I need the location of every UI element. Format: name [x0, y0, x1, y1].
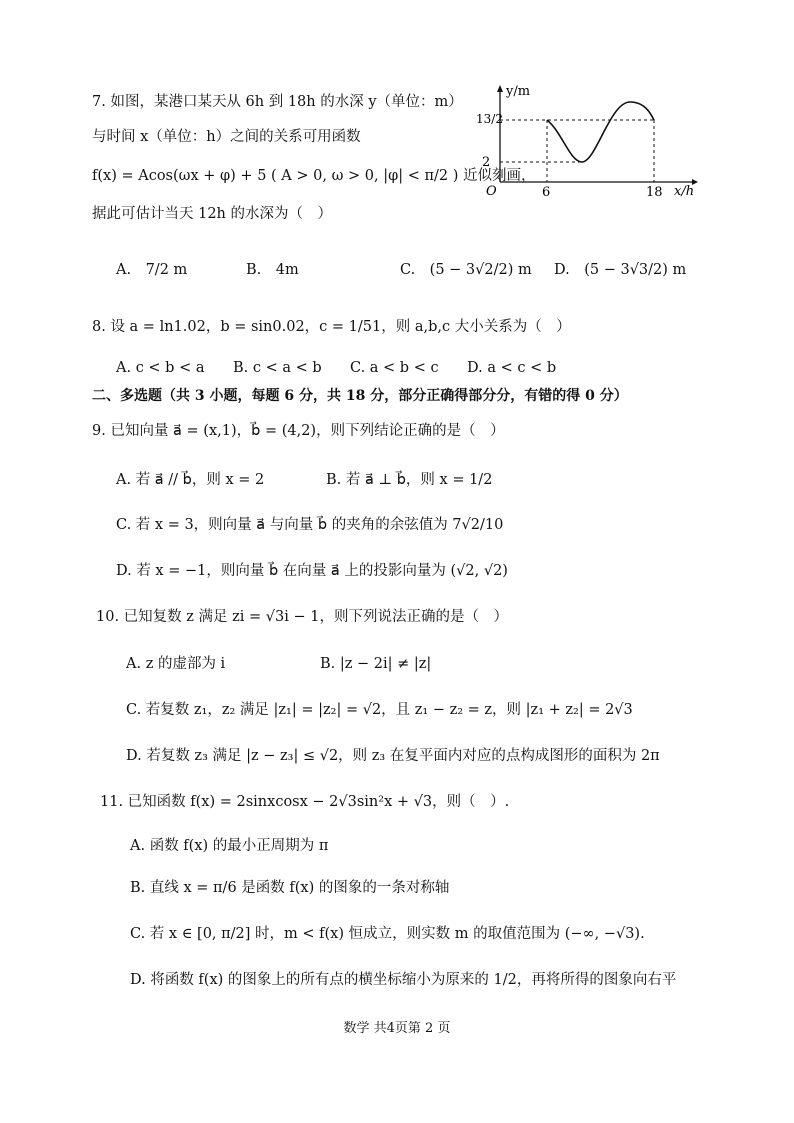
x-tick-18: 18: [646, 185, 663, 200]
q11-option-a: A. 函数 f(x) 的最小正周期为 π: [130, 838, 329, 854]
q11-option-d: D. 将函数 f(x) 的图象上的所有点的横坐标缩小为原来的 1/2，再将所得的图象向右平: [130, 972, 677, 988]
origin-label: O: [486, 184, 497, 199]
q10-option-a: A. z 的虚部为 i: [126, 656, 226, 672]
q8-option-a: A. c < b < a: [116, 360, 205, 376]
q10-stem: 10. 已知复数 z 满足 zi = √3i − 1，则下列说法正确的是（ ）: [96, 609, 508, 625]
y-axis-arrow-icon: [497, 85, 503, 92]
y-tick-13-2: 13/2: [476, 112, 503, 126]
q8-option-d: D. a < c < b: [467, 360, 557, 376]
q10-option-d: D. 若复数 z₃ 满足 |z − z₃| ≤ √2，则 z₃ 在复平面内对应的点构成图形的面积为 2π: [126, 748, 660, 764]
section-heading: 二、多选题（共 3 小题，每题 6 分，共 18 分，部分正确得部分分，有错的得 0 分）: [92, 388, 628, 404]
q8-option-b: B. c < a < b: [233, 360, 322, 376]
q7-option-b: B. 4m: [246, 262, 299, 278]
q7-line1: 7. 如图，某港口某天从 6h 到 18h 的水深 y（单位：m）: [92, 94, 463, 110]
y-tick-2: 2: [482, 155, 491, 170]
q9-option-d: D. 若 x = −1，则向量 b⃗ 在向量 a⃗ 上的投影向量为 (√2, √2): [116, 563, 508, 579]
cosine-curve: [547, 102, 654, 162]
q9-option-b: B. 若 a⃗ ⊥ b⃗，则 x = 1/2: [326, 472, 493, 488]
y-axis-label: y/m: [506, 84, 531, 99]
q9-option-a: A. 若 a⃗ // b⃗，则 x = 2: [116, 472, 265, 488]
q8-stem: 8. 设 a = ln1.02，b = sin0.02，c = 1/51，则 a,b,c 大小关系为（ ）: [92, 319, 571, 335]
q7-graph: [470, 82, 700, 202]
page-footer: 数学 共4页第 2 页: [343, 1021, 451, 1036]
x-axis-label: x/h: [674, 184, 695, 199]
q10-option-b: B. |z − 2i| ≠ |z|: [320, 656, 432, 672]
q10-option-c: C. 若复数 z₁，z₂ 满足 |z₁| = |z₂| = √2，且 z₁ − z₂ = z，则 |z₁ + z₂| = 2√3: [126, 702, 633, 718]
x-tick-6: 6: [542, 185, 551, 200]
q7-option-c: C. (5 − 3√2/2) m: [400, 262, 532, 278]
q8-option-c: C. a < b < c: [350, 360, 439, 376]
q11-option-c: C. 若 x ∈ [0, π/2] 时，m < f(x) 恒成立，则实数 m 的取值范围为 (−∞, −√3).: [130, 926, 645, 942]
q9-stem: 9. 已知向量 a⃗ = (x,1)，b⃗ = (4,2)，则下列结论正确的是（ ）: [92, 423, 505, 439]
q9-option-c: C. 若 x = 3，则向量 a⃗ 与向量 b⃗ 的夹角的余弦值为 7√2/10: [116, 517, 504, 533]
q7-line2: 与时间 x（单位：h）之间的关系可用函数: [92, 129, 361, 145]
q7-option-a: A. 7/2 m: [116, 262, 188, 278]
q11-stem: 11. 已知函数 f(x) = 2sinxcosx − 2√3sin²x + √3，则（ ）.: [100, 794, 510, 810]
q7-option-d: D. (5 − 3√3/2) m: [554, 262, 687, 278]
q7-line4: 据此可估计当天 12h 的水深为（ ）: [92, 206, 333, 222]
q7-line3: f(x) = Acos(ωx + φ) + 5 ( A > 0, ω > 0, |φ| < π/2 ) 近似刻画，: [92, 168, 536, 184]
q11-option-b: B. 直线 x = π/6 是函数 f(x) 的图象的一条对称轴: [130, 880, 450, 896]
